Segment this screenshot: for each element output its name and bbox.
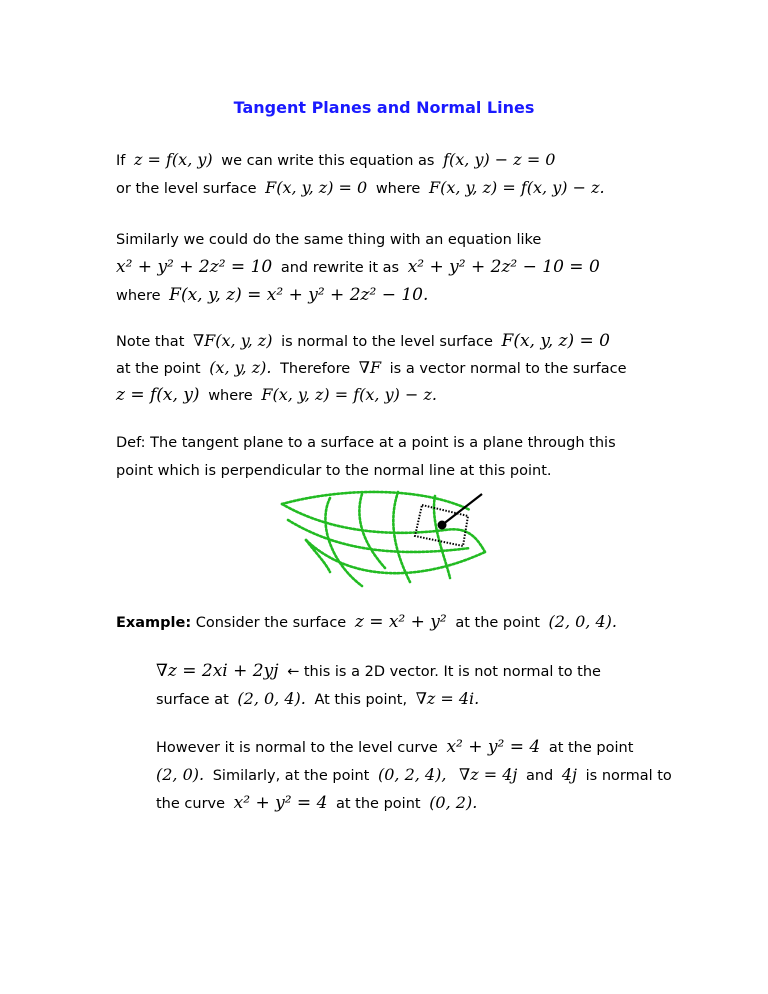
example-line1: Example: Consider the surface z = x² + y² at the point (2, 0, 4).: [116, 612, 617, 632]
example-line6: the curve x² + y² = 4 at the point (0, 2).: [156, 793, 478, 813]
p3-line1: Note that ∇F(x, y, z) is normal to the level surface F(x, y, z) = 0: [116, 331, 610, 351]
p2-line1: Similarly we could do the same thing with an equation like: [116, 232, 542, 248]
example-line2: ∇z = 2xi + 2yj ← this is a 2D vector. It is not normal to the: [156, 661, 601, 681]
definition-line1: Def: The tangent plane to a surface at a point is a plane through this: [116, 435, 616, 451]
p3-line2: at the point (x, y, z). Therefore ∇F is a vector normal to the surface: [116, 358, 627, 377]
surface-edge-top: [282, 492, 470, 510]
page-title: Tangent Planes and Normal Lines: [233, 98, 535, 117]
example-line4: However it is normal to the level curve x² + y² = 4 at the point: [156, 737, 634, 757]
p3-line3: z = f(x, y) where F(x, y, z) = f(x, y) − z.: [116, 385, 437, 405]
p1-line2: or the level surface F(x, y, z) = 0 where F(x, y, z) = f(x, y) − z.: [116, 178, 605, 197]
p2-line2: x² + y² + 2z² = 10 and rewrite it as x² + y² + 2z² − 10 = 0: [116, 257, 600, 277]
example-line3: surface at (2, 0, 4). At this point, ∇z = 4i.: [156, 689, 480, 708]
p2-line3: where F(x, y, z) = x² + y² + 2z² − 10.: [116, 285, 429, 305]
normal-line: [442, 494, 482, 525]
surface-curve-6: [434, 496, 450, 578]
definition-line2: point which is perpendicular to the normal line at this point.: [116, 463, 552, 479]
surface-curve-5: [393, 492, 410, 582]
tangent-plane-figure: [270, 482, 500, 592]
tangent-point: [438, 521, 447, 530]
example-line5: (2, 0). Similarly, at the point (0, 2, 4), ∇z = 4j and 4j is normal to: [156, 765, 672, 784]
p1-line1: If z = f(x, y) we can write this equation as f(x, y) − z = 0: [116, 150, 556, 169]
